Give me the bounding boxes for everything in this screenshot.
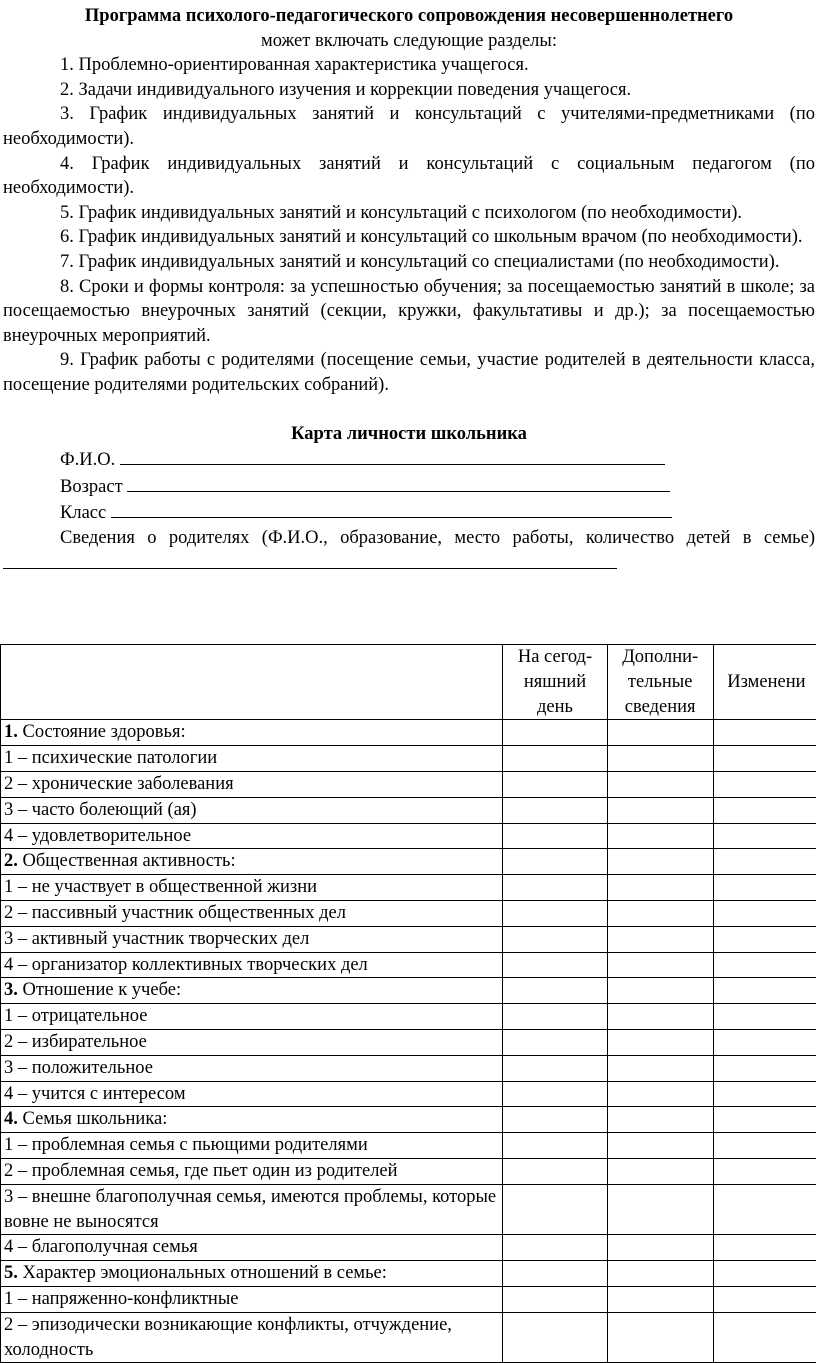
criterion-cell bbox=[1, 1133, 503, 1159]
blank-cell[interactable] bbox=[607, 797, 713, 823]
parents-label: Сведения о родителях (Ф.И.О., образование, место работы, количество детей в семье) bbox=[60, 528, 815, 548]
parents-field bbox=[3, 526, 815, 577]
document-page bbox=[3, 4, 815, 577]
blank-cell[interactable] bbox=[607, 978, 713, 1004]
fio-line bbox=[120, 446, 665, 465]
blank-cell[interactable] bbox=[607, 1133, 713, 1159]
table-row bbox=[1, 978, 816, 1004]
table-row bbox=[1, 720, 816, 746]
criterion-cell bbox=[1, 1286, 503, 1312]
table-row bbox=[1, 823, 816, 849]
blank-cell[interactable] bbox=[713, 823, 816, 849]
blank-cell[interactable] bbox=[607, 1184, 713, 1235]
blank-cell[interactable] bbox=[503, 900, 607, 926]
header-cell-additional: Дополни-тельные сведения bbox=[607, 645, 713, 720]
criterion-text: 4 – благополучная семья bbox=[4, 1237, 198, 1257]
criterion-text: 1 – психические патологии bbox=[4, 748, 217, 768]
blank-cell[interactable] bbox=[713, 1261, 816, 1287]
blank-cell[interactable] bbox=[503, 823, 607, 849]
blank-cell[interactable] bbox=[607, 1004, 713, 1030]
criterion-number: 2. bbox=[4, 851, 18, 871]
table-row bbox=[1, 926, 816, 952]
blank-cell[interactable] bbox=[503, 875, 607, 901]
table-header-row bbox=[1, 645, 816, 720]
criterion-text: 3 – активный участник творческих дел bbox=[4, 929, 309, 949]
blank-cell[interactable] bbox=[503, 952, 607, 978]
blank-cell[interactable] bbox=[713, 1107, 816, 1133]
criterion-number: 1. bbox=[4, 722, 18, 742]
blank-cell[interactable] bbox=[503, 1158, 607, 1184]
criterion-cell bbox=[1, 900, 503, 926]
table-row bbox=[1, 1029, 816, 1055]
criterion-cell bbox=[1, 823, 503, 849]
class-label: Класс bbox=[60, 503, 106, 523]
table-row bbox=[1, 797, 816, 823]
criterion-text: 3 – часто болеющий (ая) bbox=[4, 800, 197, 820]
blank-cell[interactable] bbox=[713, 1081, 816, 1107]
criterion-text: 3 – внешне благополучная семья, имеются проблемы, которые вовне не выносятся bbox=[4, 1187, 496, 1232]
blank-cell[interactable] bbox=[607, 771, 713, 797]
criterion-cell bbox=[1, 746, 503, 772]
criterion-number: 4. bbox=[4, 1109, 18, 1129]
blank-cell[interactable] bbox=[503, 720, 607, 746]
criterion-cell bbox=[1, 1029, 503, 1055]
section-item: 9. График работы с родителями (посещение семьи, участие родителей в деятельности класса, посещение родителями родительских собраний). bbox=[3, 348, 815, 397]
blank-cell[interactable] bbox=[503, 746, 607, 772]
table-row bbox=[1, 952, 816, 978]
section-item: 1. Проблемно-ориентированная характеристика учащегося. bbox=[3, 53, 815, 78]
criterion-text: 4 – удовлетворительное bbox=[4, 826, 191, 846]
table-row bbox=[1, 900, 816, 926]
section-item: 7. График индивидуальных занятий и консультаций со специалистами (по необходимости). bbox=[3, 250, 815, 275]
blank-cell[interactable] bbox=[607, 1286, 713, 1312]
blank-cell[interactable] bbox=[713, 746, 816, 772]
table-row bbox=[1, 1107, 816, 1133]
blank-cell[interactable] bbox=[503, 1312, 607, 1363]
blank-cell[interactable] bbox=[607, 1081, 713, 1107]
blank-cell[interactable] bbox=[503, 1184, 607, 1235]
parents-line bbox=[3, 550, 617, 569]
criterion-cell bbox=[1, 1158, 503, 1184]
blank-cell[interactable] bbox=[607, 746, 713, 772]
criterion-text: 1 – отрицательное bbox=[4, 1006, 147, 1026]
blank-cell[interactable] bbox=[503, 1133, 607, 1159]
blank-cell[interactable] bbox=[713, 1312, 816, 1363]
blank-cell[interactable] bbox=[607, 952, 713, 978]
blank-cell[interactable] bbox=[713, 849, 816, 875]
criterion-cell bbox=[1, 926, 503, 952]
blank-cell[interactable] bbox=[503, 1286, 607, 1312]
blank-cell[interactable] bbox=[607, 1107, 713, 1133]
criterion-cell bbox=[1, 1081, 503, 1107]
criterion-cell bbox=[1, 1261, 503, 1287]
blank-cell[interactable] bbox=[607, 1158, 713, 1184]
criterion-text: 4 – учится с интересом bbox=[4, 1084, 186, 1104]
blank-cell[interactable] bbox=[713, 1004, 816, 1030]
table-row bbox=[1, 746, 816, 772]
table-row bbox=[1, 1286, 816, 1312]
table-row bbox=[1, 1158, 816, 1184]
table-row bbox=[1, 1055, 816, 1081]
blank-cell[interactable] bbox=[607, 720, 713, 746]
criterion-cell bbox=[1, 1184, 503, 1235]
criterion-cell bbox=[1, 1107, 503, 1133]
blank-cell[interactable] bbox=[713, 1235, 816, 1261]
blank-cell[interactable] bbox=[503, 771, 607, 797]
blank-cell[interactable] bbox=[503, 1081, 607, 1107]
criterion-text: 3 – положительное bbox=[4, 1058, 153, 1078]
blank-cell[interactable] bbox=[503, 1004, 607, 1030]
criterion-text: 2 – пассивный участник общественных дел bbox=[4, 903, 346, 923]
table-row bbox=[1, 1081, 816, 1107]
criterion-text: 1 – напряженно-конфликтные bbox=[4, 1289, 238, 1309]
blank-cell[interactable] bbox=[713, 875, 816, 901]
criterion-text: 4 – организатор коллективных творческих дел bbox=[4, 955, 368, 975]
blank-cell[interactable] bbox=[607, 900, 713, 926]
blank-cell[interactable] bbox=[607, 1055, 713, 1081]
criterion-text: 1 – проблемная семья с пьющими родителями bbox=[4, 1135, 368, 1155]
document-title: Программа психолого-педагогического сопровождения несовершеннолетнего bbox=[3, 4, 815, 29]
blank-cell[interactable] bbox=[713, 926, 816, 952]
criterion-text: 2 – избирательное bbox=[4, 1032, 147, 1052]
age-label: Возраст bbox=[60, 477, 123, 497]
section-item: 5. График индивидуальных занятий и консультаций с психологом (по необходимости). bbox=[3, 201, 815, 226]
blank-cell[interactable] bbox=[607, 849, 713, 875]
table-row bbox=[1, 771, 816, 797]
blank-cell[interactable] bbox=[607, 1029, 713, 1055]
table-body bbox=[1, 720, 816, 1363]
blank-cell[interactable] bbox=[503, 926, 607, 952]
blank-cell[interactable] bbox=[607, 926, 713, 952]
criterion-cell bbox=[1, 1235, 503, 1261]
blank-cell[interactable] bbox=[713, 1029, 816, 1055]
blank-cell[interactable] bbox=[607, 1261, 713, 1287]
blank-cell[interactable] bbox=[607, 875, 713, 901]
criterion-text: 2 – эпизодически возникающие конфликты, отчуждение, холодность bbox=[4, 1315, 452, 1360]
criterion-cell bbox=[1, 797, 503, 823]
criterion-cell bbox=[1, 771, 503, 797]
blank-cell[interactable] bbox=[607, 1235, 713, 1261]
criterion-text: Семья школьника: bbox=[18, 1109, 168, 1129]
table-row bbox=[1, 849, 816, 875]
criterion-cell bbox=[1, 875, 503, 901]
blank-cell[interactable] bbox=[713, 978, 816, 1004]
fio-field bbox=[3, 446, 815, 473]
criterion-text: 2 – проблемная семья, где пьет один из родителей bbox=[4, 1161, 398, 1181]
section-item: 2. Задачи индивидуального изучения и коррекции поведения учащегося. bbox=[3, 78, 815, 103]
blank-cell[interactable] bbox=[607, 1312, 713, 1363]
blank-cell[interactable] bbox=[503, 849, 607, 875]
personality-table bbox=[0, 644, 816, 1363]
blank-cell[interactable] bbox=[713, 1055, 816, 1081]
blank-cell[interactable] bbox=[503, 1029, 607, 1055]
criterion-cell bbox=[1, 720, 503, 746]
table-row bbox=[1, 1133, 816, 1159]
sections-list bbox=[3, 53, 815, 397]
criterion-text: Состояние здоровья: bbox=[18, 722, 186, 742]
blank-cell[interactable] bbox=[503, 978, 607, 1004]
criterion-cell bbox=[1, 1004, 503, 1030]
table-row bbox=[1, 1312, 816, 1363]
table-row bbox=[1, 1261, 816, 1287]
section-item: 8. Сроки и формы контроля: за успешностью обучения; за посещаемостью занятий в школе; за посещаемостью внеурочных занятий (секции, кружки, факультативы и др.); за посещаемостью внеурочных мероприятий. bbox=[3, 275, 815, 349]
table-row bbox=[1, 1004, 816, 1030]
blank-cell[interactable] bbox=[713, 952, 816, 978]
spacer bbox=[3, 398, 815, 422]
class-line bbox=[111, 499, 672, 518]
section-item: 4. График индивидуальных занятий и консультаций с социальным педагогом (по необходимости). bbox=[3, 152, 815, 201]
blank-cell[interactable] bbox=[713, 1286, 816, 1312]
header-cell-changes: Изменени bbox=[713, 645, 816, 720]
criterion-cell bbox=[1, 978, 503, 1004]
blank-cell[interactable] bbox=[503, 1107, 607, 1133]
blank-cell[interactable] bbox=[713, 1158, 816, 1184]
blank-cell[interactable] bbox=[713, 1133, 816, 1159]
criterion-cell bbox=[1, 1055, 503, 1081]
criterion-number: 3. bbox=[4, 980, 18, 1000]
blank-cell[interactable] bbox=[503, 1261, 607, 1287]
criterion-number: 5. bbox=[4, 1263, 18, 1283]
table-row bbox=[1, 875, 816, 901]
section-item: 3. График индивидуальных занятий и консультаций с учителями-предметниками (по необходимости). bbox=[3, 102, 815, 151]
section-item: 6. График индивидуальных занятий и консультаций со школьным врачом (по необходимости). bbox=[3, 225, 815, 250]
blank-cell[interactable] bbox=[503, 1235, 607, 1261]
criterion-text: Отношение к учебе: bbox=[18, 980, 181, 1000]
blank-cell[interactable] bbox=[503, 1055, 607, 1081]
card-title: Карта личности школьника bbox=[3, 422, 815, 447]
blank-cell[interactable] bbox=[713, 771, 816, 797]
criterion-cell bbox=[1, 952, 503, 978]
table-row bbox=[1, 1184, 816, 1235]
fio-label: Ф.И.О. bbox=[60, 450, 115, 470]
blank-cell[interactable] bbox=[713, 900, 816, 926]
age-line bbox=[127, 473, 670, 492]
criterion-text: 1 – не участвует в общественной жизни bbox=[4, 877, 317, 897]
criterion-cell bbox=[1, 849, 503, 875]
criterion-cell bbox=[1, 1312, 503, 1363]
blank-cell[interactable] bbox=[713, 797, 816, 823]
criterion-text: 2 – хронические заболевания bbox=[4, 774, 234, 794]
age-field bbox=[3, 473, 815, 500]
blank-cell[interactable] bbox=[503, 797, 607, 823]
header-cell-empty bbox=[1, 645, 503, 720]
blank-cell[interactable] bbox=[607, 823, 713, 849]
blank-cell[interactable] bbox=[713, 720, 816, 746]
blank-cell[interactable] bbox=[713, 1184, 816, 1235]
table-row bbox=[1, 1235, 816, 1261]
criterion-text: Характер эмоциональных отношений в семье: bbox=[18, 1263, 387, 1283]
document-subtitle: может включать следующие разделы: bbox=[3, 29, 815, 54]
header-cell-today: На сегод-няшний день bbox=[503, 645, 607, 720]
criterion-text: Общественная активность: bbox=[18, 851, 236, 871]
class-field bbox=[3, 499, 815, 526]
